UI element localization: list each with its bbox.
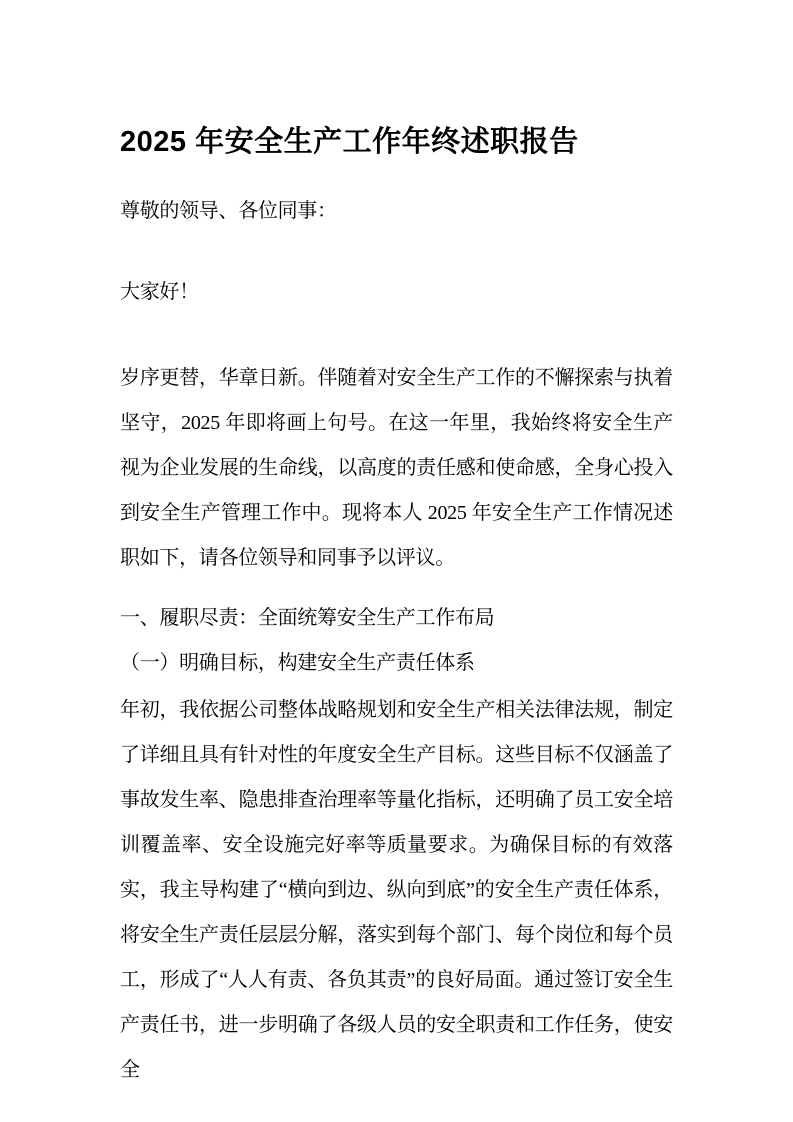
document-title: 2025 年安全生产工作年终述职报告 (120, 126, 579, 158)
intro-paragraph: 岁序更替，华章日新。伴随着对安全生产工作的不懈探索与执着坚守，2025 年即将画上句号。在这一年里，我始终将安全生产视为企业发展的生命线，以高度的责任感和使命感，全身心投入到安全生产管理工作中。现将本人 2025 年安全生产工作情况述职如下，请各位领导和同事予以评议。 (120, 367, 673, 569)
section-heading: 一、履职尽责：全面统筹安全生产工作布局 (120, 607, 495, 629)
greeting-line: 大家好！ (120, 281, 199, 303)
body-paragraph: 年初，我依据公司整体战略规划和安全生产相关法律法规，制定了详细且具有针对性的年度安全生产目标。这些目标不仅涵盖了事故发生率、隐患排查治理率等量化指标，还明确了员工安全培训覆盖率、安全设施完好率等质量要求。为确保目标的有效落实，我主导构建了“横向到边、纵向到底”的安全生产责任体系，将安全生产责任层层分解，落实到每个部门、每个岗位和每个员工，形成了“人人有责、各负其责”的良好局面。通过签订安全生产责任书，进一步明确了各级人员的安全职责和工作任务，使安全 (120, 699, 673, 1081)
subsection-heading: （一）明确目标，构建安全生产责任体系 (120, 652, 475, 674)
salutation-line: 尊敬的领导、各位同事： (120, 200, 337, 222)
